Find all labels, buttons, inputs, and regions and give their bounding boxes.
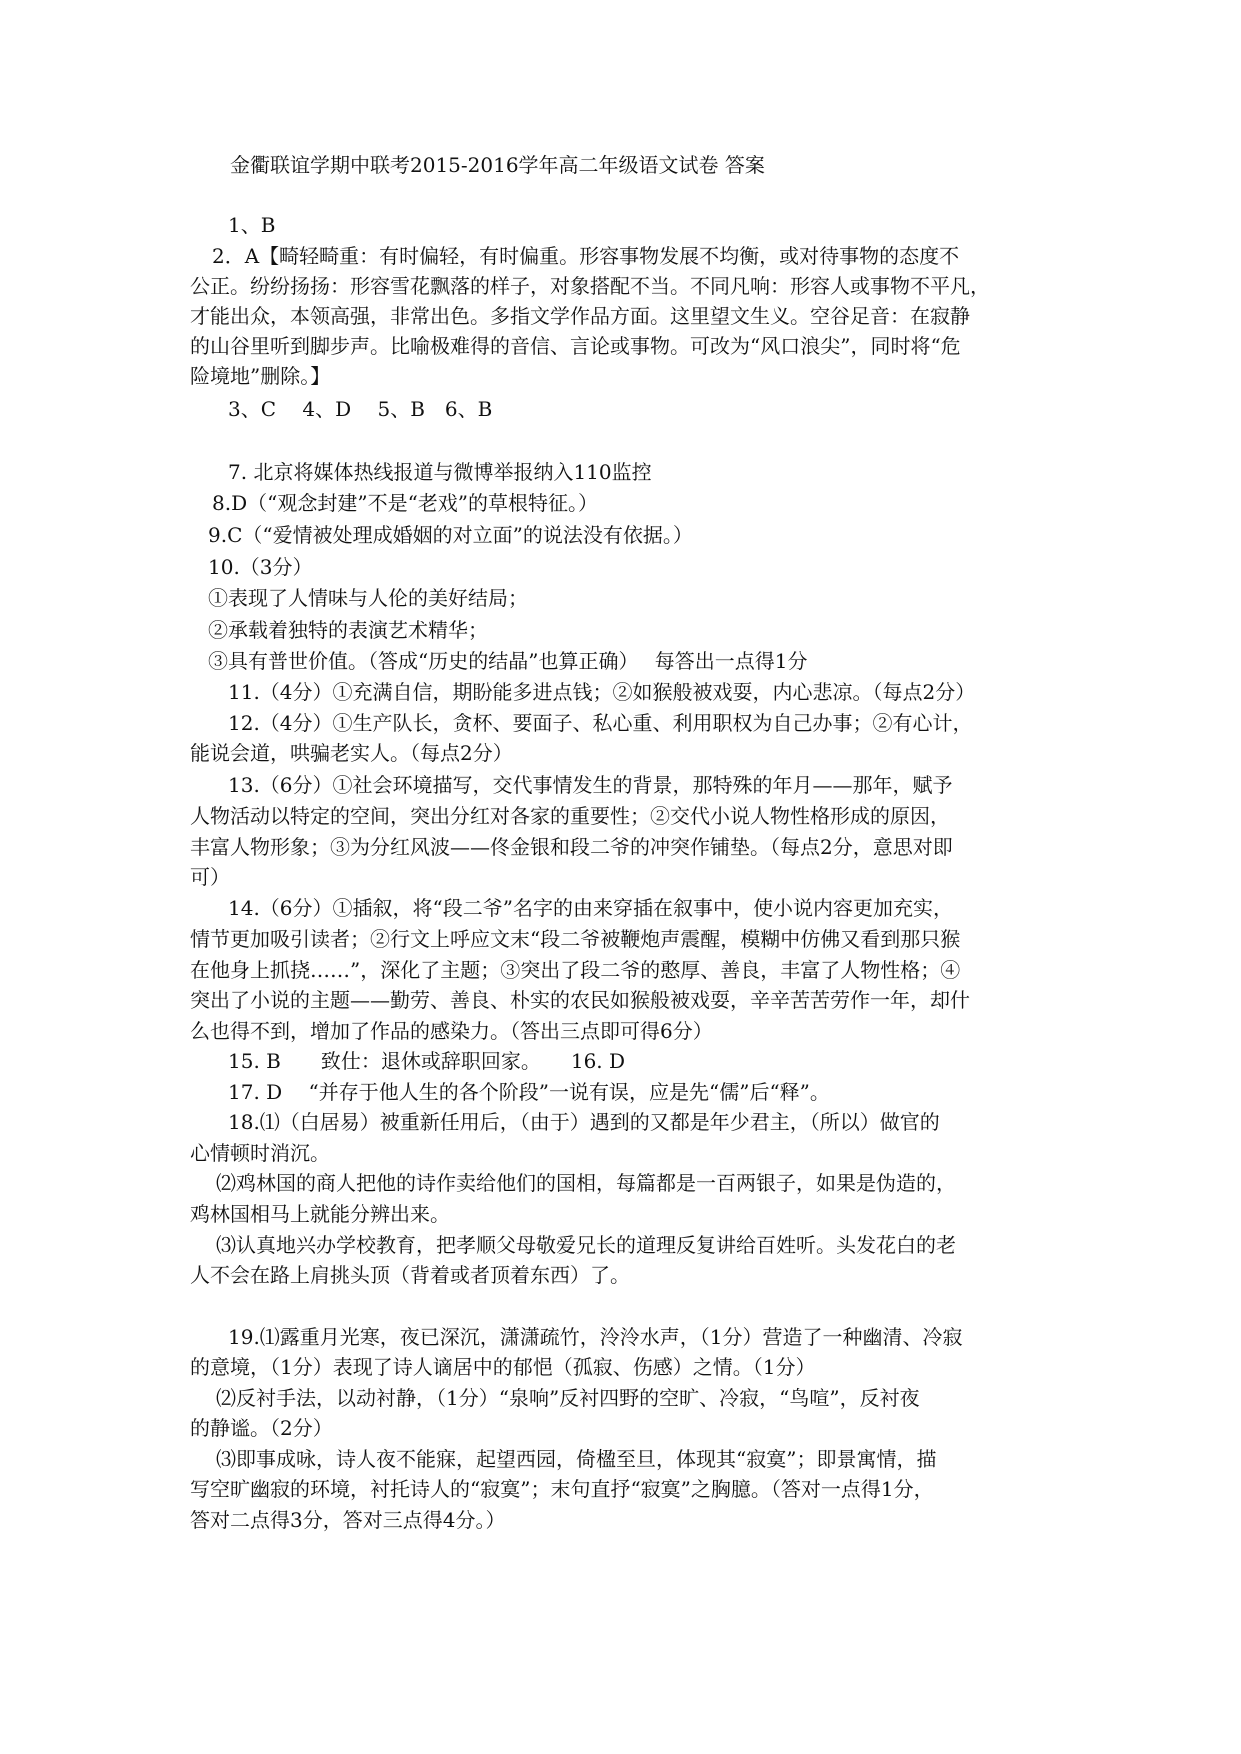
text-line: 2．A【畸轻畸重：有时偏轻，有时偏重。形容事物发展不均衡，或对待事物的态度不 [212,244,960,268]
text-line: 14.（6分）①插叙，将“段二爷”名字的由来穿插在叙事中，使小说内容更加充实， [228,896,953,920]
text-line: 公正。纷纷扬扬：形容雪花飘落的样子，对象搭配不当。不同凡响：形容人或事物不平凡， [190,274,990,298]
text-line: ⑵反衬手法，以动衬静，（1分）“泉响”反衬四野的空旷、冷寂，“鸟喧”，反衬夜 [216,1386,920,1410]
text-line: 丰富人物形象；③为分红风波——佟金银和段二爷的冲突作铺垫。（每点2分，意思对即 [190,835,953,859]
text-line: 的静谧。（2分） [190,1416,333,1440]
text-line: 人不会在路上肩挑头顶（背着或者顶着东西）了。 [190,1263,630,1287]
text-line: 17. D “并存于他人生的各个阶段”一说有误，应是先“儒”后“释”。 [228,1080,830,1104]
text-line: ②承载着独特的表演艺术精华； [208,618,488,642]
text-line: 答对二点得3分，答对三点得4分。） [190,1508,506,1532]
text-line: 15. B 致仕：退休或辞职回家。 16. D [228,1049,626,1073]
text-line: 鸡林国相马上就能分辨出来。 [190,1202,450,1226]
text-line: 才能出众，本领高强，非常出色。多指文学作品方面。这里望文生义。空谷足音：在寂静 [190,304,970,328]
text-line: ③具有普世价值。（答成“历史的结晶”也算正确） 每答出一点得1分 [208,649,808,673]
text-line: 能说会道，哄骗老实人。（每点2分） [190,741,513,765]
text-line: 在他身上抓挠……”，深化了主题；③突出了段二爷的憨厚、善良，丰富了人物性格；④ [190,958,961,982]
text-line: 突出了小说的主题——勤劳、善良、朴实的农民如猴般被戏耍，辛辛苦苦劳作一年，却什 [190,988,970,1012]
text-line: 的山谷里听到脚步声。比喻极难得的音信、言论或事物。可改为“风口浪尖”，同时将“危 [190,334,961,358]
text-line: ⑵鸡林国的商人把他的诗作卖给他们的国相，每篇都是一百两银子，如果是伪造的， [216,1171,956,1195]
text-line: 9.C（“爱情被处理成婚姻的对立面”的说法没有依据。） [208,523,693,547]
text-line: 13.（6分）①社会环境描写，交代事情发生的背景，那特殊的年月——那年，赋予 [228,773,953,797]
text-line: 10.（3分） [208,555,313,579]
text-line: ①表现了人情味与人伦的美好结局； [208,586,528,610]
text-line: 3、C 4、D 5、B 6、B [228,397,493,421]
text-line: 写空旷幽寂的环境，衬托诗人的“寂寞”；末句直抒“寂寞”之胸臆。（答对一点得1分， [190,1477,934,1501]
text-line: 18.⑴（白居易）被重新任用后，（由于）遇到的又都是年少君主，（所以）做官的 [228,1110,940,1134]
text-line: ⑶即事成咏，诗人夜不能寐，起望西园，倚楹至旦，体现其“寂寞”；即景寓情，描 [216,1447,937,1471]
text-line: 的意境，（1分）表现了诗人谪居中的郁悒（孤寂、伤感）之情。（1分） [190,1355,816,1379]
text-line: 人物活动以特定的空间，突出分红对各家的重要性；②交代小说人物性格形成的原因， [190,804,950,828]
text-line: 8.D（“观念封建”不是“老戏”的草根特征。） [212,491,599,515]
text-line: 情节更加吸引读者；②行文上呼应文末“段二爷被鞭炮声震醒，模糊中仿佛又看到那只猴 [190,927,961,951]
text-line: ⑶认真地兴办学校教育，把孝顺父母敬爱兄长的道理反复讲给百姓听。头发花白的老 [216,1233,956,1257]
text-line: 1、B [228,213,276,237]
text-line: 11.（4分）①充满自信，期盼能多进点钱；②如猴般被戏耍，内心悲凉。（每点2分） [228,680,976,704]
page-title: 金衢联谊学期中联考2015-2016学年高二年级语文试卷 答案 [230,153,765,177]
text-line: 险境地”删除。】 [190,364,331,388]
text-line: 可） [190,865,230,889]
text-line: 心情顿时消沉。 [190,1141,330,1165]
text-line: 么也得不到，增加了作品的感染力。（答出三点即可得6分） [190,1019,713,1043]
text-line: 12.（4分）①生产队长，贪杯、要面子、私心重、利用职权为自己办事；②有心计， [228,711,973,735]
text-line: 19.⑴露重月光寒，夜已深沉，潇潇疏竹，泠泠水声，（1分）营造了一种幽清、冷寂 [228,1325,963,1349]
text-line: 7. 北京将媒体热线报道与微博举报纳入110监控 [228,460,652,484]
